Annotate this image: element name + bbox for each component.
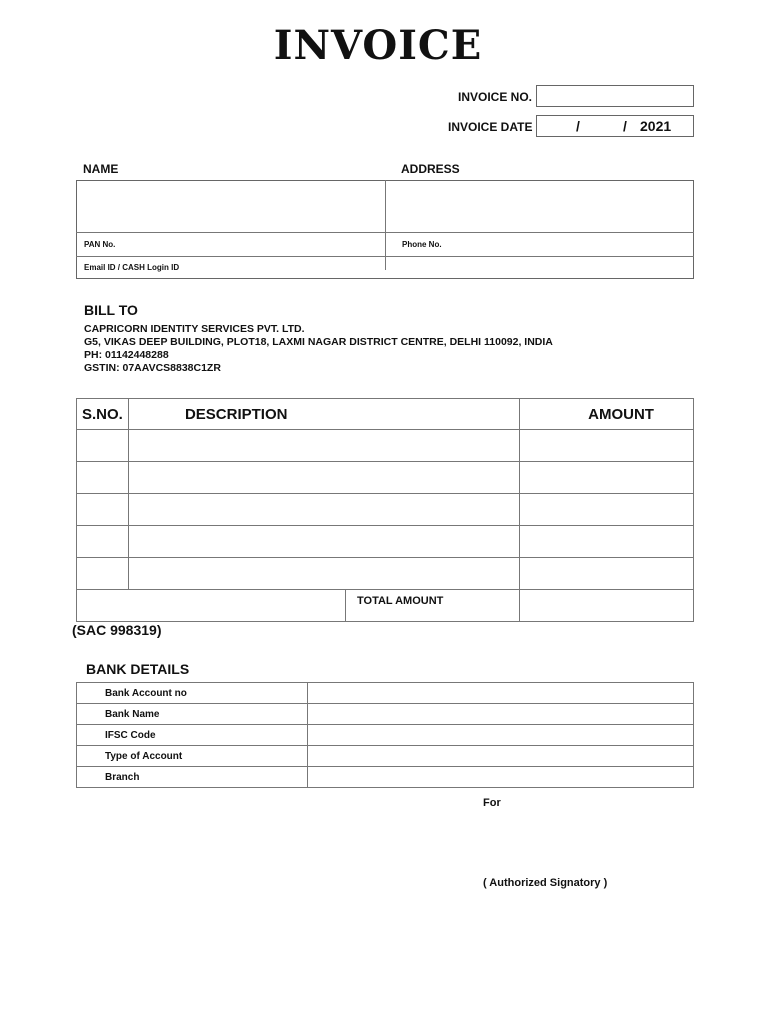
description-cell[interactable] bbox=[128, 494, 519, 526]
amount-cell[interactable] bbox=[520, 558, 694, 590]
bank-row-value[interactable] bbox=[307, 683, 693, 704]
description-cell[interactable] bbox=[128, 462, 519, 494]
date-slash-2: / bbox=[623, 118, 627, 134]
address-label: ADDRESS bbox=[401, 162, 460, 176]
amount-cell[interactable] bbox=[520, 462, 694, 494]
phone-label: Phone No. bbox=[402, 240, 442, 249]
bank-row-label: Bank Name bbox=[77, 704, 308, 725]
sno-cell[interactable] bbox=[77, 526, 129, 558]
header-sno: S.NO. bbox=[77, 399, 129, 430]
total-amount-label: TOTAL AMOUNT bbox=[357, 595, 444, 607]
table-row bbox=[77, 683, 694, 704]
bank-row-value[interactable] bbox=[307, 704, 693, 725]
total-label-cell bbox=[77, 590, 520, 622]
bill-to-line: CAPRICORN IDENTITY SERVICES PVT. LTD. bbox=[84, 323, 305, 335]
address-field[interactable] bbox=[387, 181, 693, 231]
table-row bbox=[77, 494, 694, 526]
invoice-date-label: INVOICE DATE bbox=[448, 120, 533, 134]
sno-cell[interactable] bbox=[77, 558, 129, 590]
total-row bbox=[77, 590, 694, 622]
table-row bbox=[77, 558, 694, 590]
total-divider bbox=[345, 590, 346, 621]
bank-row-label: Bank Account no bbox=[77, 683, 308, 704]
bank-row-label: Branch bbox=[77, 767, 308, 788]
invoice-date-field[interactable] bbox=[536, 115, 694, 137]
bank-row-value[interactable] bbox=[307, 767, 693, 788]
bank-details-heading: BANK DETAILS bbox=[86, 661, 190, 677]
name-label: NAME bbox=[83, 162, 119, 176]
bill-to-line: G5, VIKAS DEEP BUILDING, PLOT18, LAXMI NAGAR DISTRICT CENTRE, DELHI 110092, INDIA bbox=[84, 336, 553, 348]
bank-row-label: Type of Account bbox=[77, 746, 308, 767]
row-divider bbox=[76, 232, 694, 233]
header-description: DESCRIPTION bbox=[128, 399, 519, 430]
description-cell[interactable] bbox=[128, 430, 519, 462]
sac-code: (SAC 998319) bbox=[72, 622, 162, 638]
header-amount: AMOUNT bbox=[520, 399, 694, 430]
invoice-title: INVOICE bbox=[273, 22, 483, 69]
table-row bbox=[77, 725, 694, 746]
sno-cell[interactable] bbox=[77, 430, 129, 462]
amount-cell[interactable] bbox=[520, 526, 694, 558]
items-header-row bbox=[77, 399, 694, 430]
invoice-no-label: INVOICE NO. bbox=[458, 90, 533, 104]
bill-to-address bbox=[84, 323, 553, 375]
items-table bbox=[76, 398, 694, 622]
description-cell[interactable] bbox=[128, 526, 519, 558]
bill-to-line: GSTIN: 07AAVCS8838C1ZR bbox=[84, 362, 221, 374]
amount-cell[interactable] bbox=[520, 430, 694, 462]
customer-details-box bbox=[76, 180, 694, 280]
for-label: For bbox=[483, 797, 501, 809]
bank-row-value[interactable] bbox=[307, 725, 693, 746]
row-divider bbox=[76, 256, 694, 257]
table-row bbox=[77, 746, 694, 767]
bill-to-heading: BILL TO bbox=[84, 302, 138, 318]
bank-row-value[interactable] bbox=[307, 746, 693, 767]
date-year: 2021 bbox=[640, 118, 672, 134]
invoice-no-field[interactable] bbox=[536, 85, 694, 107]
bank-row-label: IFSC Code bbox=[77, 725, 308, 746]
table-row bbox=[77, 526, 694, 558]
authorized-signatory: ( Authorized Signatory ) bbox=[483, 877, 608, 889]
date-slash-1: / bbox=[576, 118, 580, 134]
table-row bbox=[77, 430, 694, 462]
amount-cell[interactable] bbox=[520, 494, 694, 526]
sno-cell[interactable] bbox=[77, 462, 129, 494]
sno-cell[interactable] bbox=[77, 494, 129, 526]
bank-details-table bbox=[76, 682, 694, 788]
bill-to-line: PH: 01142448288 bbox=[84, 349, 169, 361]
table-row bbox=[77, 462, 694, 494]
total-amount-cell[interactable] bbox=[520, 590, 694, 622]
name-field[interactable] bbox=[77, 181, 384, 231]
email-label: Email ID / CASH Login ID bbox=[84, 263, 180, 272]
table-row bbox=[77, 704, 694, 725]
pan-label: PAN No. bbox=[84, 240, 116, 249]
table-row bbox=[77, 767, 694, 788]
description-cell[interactable] bbox=[128, 558, 519, 590]
